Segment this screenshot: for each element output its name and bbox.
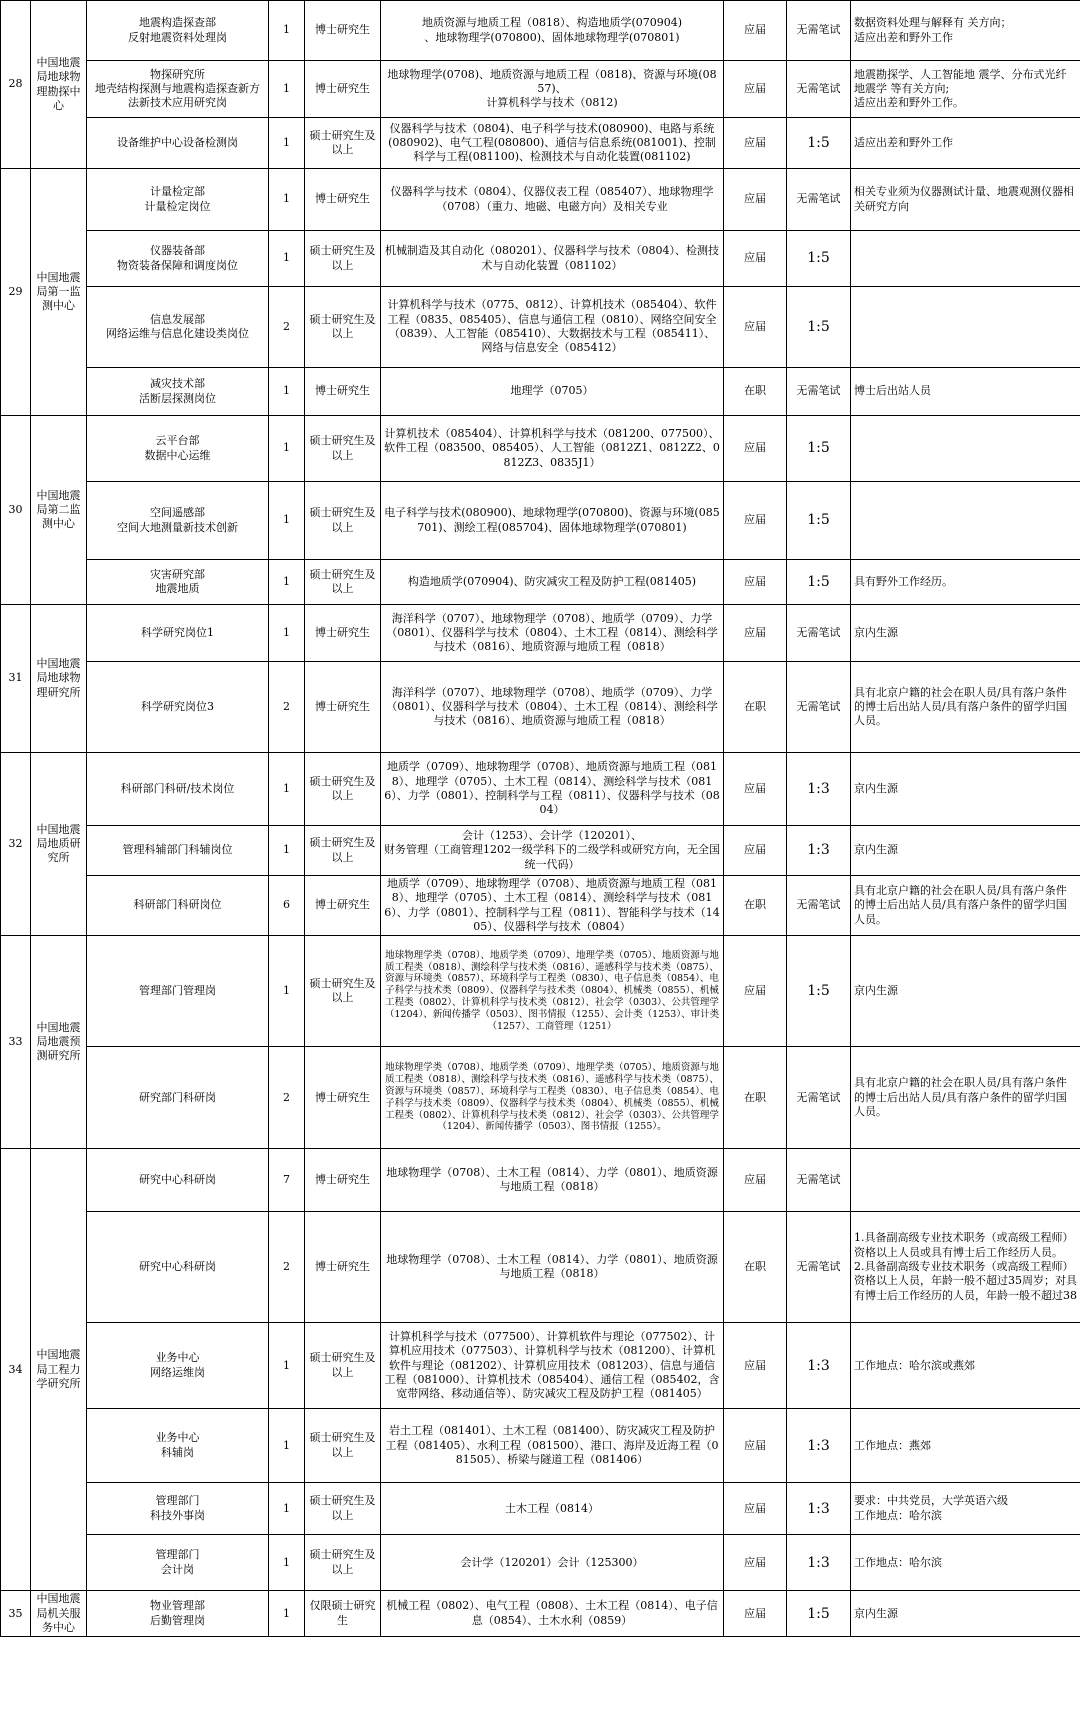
- exam-ratio-cell: 1:3: [787, 1323, 851, 1409]
- major-cell: 地质资源与地质工程（0818）、构造地质学(070904) 、地球物理学(070800)、固体地球物理学(070801): [381, 1, 724, 61]
- serial-number-cell: 35: [1, 1591, 31, 1637]
- headcount-cell: 1: [269, 560, 305, 605]
- note-cell: 博士后出站人员: [851, 368, 1080, 416]
- headcount-cell: 1: [269, 826, 305, 876]
- note-cell: 京内生源: [851, 753, 1080, 826]
- post-name-cell: 物探研究所 地壳结构探测与地震构造探查新方法新技术应用研究岗: [87, 61, 269, 118]
- unit-name-cell: 中国地震局地球物理研究所: [31, 605, 87, 753]
- serial-number-cell: 34: [1, 1149, 31, 1591]
- education-cell: 硕士研究生及以上: [305, 416, 381, 482]
- headcount-cell: 1: [269, 605, 305, 662]
- major-cell: 计算机技术（085404）、计算机科学与技术（081200、077500）、软件工程（083500、085405）、人工智能（0812Z1、0812Z2、0812Z3、0835J1）: [381, 416, 724, 482]
- exam-ratio-cell: 无需笔试: [787, 605, 851, 662]
- exam-ratio-cell: 1:5: [787, 1591, 851, 1637]
- unit-name-cell: 中国地震局地质研究所: [31, 753, 87, 936]
- post-name-cell: 科研部门科研/技术岗位: [87, 753, 269, 826]
- note-cell: 工作地点：燕郊: [851, 1409, 1080, 1483]
- education-cell: 硕士研究生及以上: [305, 753, 381, 826]
- post-name-cell: 云平台部 数据中心运维: [87, 416, 269, 482]
- headcount-cell: 2: [269, 1212, 305, 1323]
- exam-ratio-cell: 1:5: [787, 482, 851, 560]
- exam-ratio-cell: 1:5: [787, 560, 851, 605]
- note-cell: [851, 287, 1080, 368]
- post-name-cell: 研究中心科研岗: [87, 1212, 269, 1323]
- unit-name-cell: 中国地震局第二监测中心: [31, 416, 87, 605]
- headcount-cell: 6: [269, 876, 305, 936]
- major-cell: 计算机科学与技术（077500）、计算机软件与理论（077502）、计算机应用技术（077503）、计算机科学与技术（081200）、计算机软件与理论（081202）、计算机应用技术（081203）、信息与通信工程（081000）、计算机技术（085404）、通信工程（085402，含宽带网络、移动通信等）、防灾减灾工程及防护工程（081405）: [381, 1323, 724, 1409]
- graduate-type-cell: 应届: [724, 416, 787, 482]
- table-row: [1, 826, 1080, 876]
- major-cell: 地球物理学（0708）、土木工程（0814）、力学（0801）、地质资源与地质工程（0818）: [381, 1212, 724, 1323]
- unit-name-cell: 中国地震局地球物理勘探中心: [31, 1, 87, 169]
- post-name-cell: 管理部门 会计岗: [87, 1535, 269, 1591]
- headcount-cell: 2: [269, 287, 305, 368]
- exam-ratio-cell: 1:3: [787, 826, 851, 876]
- headcount-cell: 2: [269, 662, 305, 753]
- table-row: [1, 876, 1080, 936]
- note-cell: 地震勘探学、人工智能地 震学、分布式光纤地震学 等有关方向; 适应出差和野外工作。: [851, 61, 1080, 118]
- headcount-cell: 1: [269, 753, 305, 826]
- education-cell: 博士研究生: [305, 1149, 381, 1212]
- graduate-type-cell: 在职: [724, 876, 787, 936]
- major-cell: 会计（1253）、会计学（120201）、 财务管理（工商管理1202一级学科下的二级学科或研究方向，无全国统一代码）: [381, 826, 724, 876]
- graduate-type-cell: 应届: [724, 605, 787, 662]
- exam-ratio-cell: 无需笔试: [787, 169, 851, 231]
- graduate-type-cell: 应届: [724, 1535, 787, 1591]
- exam-ratio-cell: 1:5: [787, 936, 851, 1047]
- major-cell: 机械制造及其自动化（080201）、仪器科学与技术（0804）、检测技术与自动化装置（081102）: [381, 231, 724, 287]
- education-cell: 硕士研究生及以上: [305, 482, 381, 560]
- headcount-cell: 1: [269, 936, 305, 1047]
- note-cell: 工作地点：哈尔滨: [851, 1535, 1080, 1591]
- table-row: [1, 1409, 1080, 1483]
- major-cell: 地球物理学（0708）、土木工程（0814）、力学（0801）、地质资源与地质工程（0818）: [381, 1149, 724, 1212]
- note-cell: 京内生源: [851, 605, 1080, 662]
- table-row: [1, 1149, 1080, 1212]
- exam-ratio-cell: 无需笔试: [787, 1, 851, 61]
- graduate-type-cell: 应届: [724, 1483, 787, 1535]
- major-cell: 仪器科学与技术（0804)、电子科学与技术(080900)、电路与系统(080902)、电气工程(080800)、通信与信息系统(081001)、控制科学与工程(081100)、检测技术与自动化装置(081102): [381, 118, 724, 169]
- graduate-type-cell: 应届: [724, 1149, 787, 1212]
- post-name-cell: 管理部门管理岗: [87, 936, 269, 1047]
- note-cell: 数据资料处理与解释有 关方向； 适应出差和野外工作: [851, 1, 1080, 61]
- table-row: [1, 753, 1080, 826]
- major-cell: 土木工程（0814）: [381, 1483, 724, 1535]
- table-row: [1, 1, 1080, 61]
- post-name-cell: 研究部门科研岗: [87, 1047, 269, 1149]
- headcount-cell: 1: [269, 169, 305, 231]
- major-cell: 电子科学与技术(080900)、地球物理学(070800)、资源与环境(085701)、测绘工程(085704)、固体地球物理学(070801): [381, 482, 724, 560]
- exam-ratio-cell: 1:3: [787, 753, 851, 826]
- note-cell: 要求：中共党员，大学英语六级 工作地点：哈尔滨: [851, 1483, 1080, 1535]
- note-cell: [851, 231, 1080, 287]
- exam-ratio-cell: 1:3: [787, 1483, 851, 1535]
- education-cell: 硕士研究生及以上: [305, 1323, 381, 1409]
- education-cell: 博士研究生: [305, 662, 381, 753]
- table-row: [1, 482, 1080, 560]
- graduate-type-cell: 在职: [724, 368, 787, 416]
- headcount-cell: 1: [269, 416, 305, 482]
- post-name-cell: 信息发展部 网络运维与信息化建设类岗位: [87, 287, 269, 368]
- post-name-cell: 空间遥感部 空间大地测量新技术创新: [87, 482, 269, 560]
- serial-number-cell: 28: [1, 1, 31, 169]
- major-cell: 地理学（0705）: [381, 368, 724, 416]
- headcount-cell: 1: [269, 231, 305, 287]
- post-name-cell: 科学研究岗位1: [87, 605, 269, 662]
- education-cell: 博士研究生: [305, 876, 381, 936]
- exam-ratio-cell: 无需笔试: [787, 876, 851, 936]
- headcount-cell: 1: [269, 61, 305, 118]
- table-row: [1, 605, 1080, 662]
- post-name-cell: 设备维护中心设备检测岗: [87, 118, 269, 169]
- note-cell: 适应出差和野外工作: [851, 118, 1080, 169]
- major-cell: 地质学（0709）、地球物理学（0708）、地质资源与地质工程（0818）、地理学（0705）、土木工程（0814）、测绘科学与技术（0816）、力学（0801）、控制科学与工程（0811）、智能科学与技术（1405）、仪器科学与技术（0804）: [381, 876, 724, 936]
- major-cell: 海洋科学（0707）、地球物理学（0708）、地质学（0709）、力学（0801）、仪器科学与技术（0804）、土木工程（0814）、测绘科学与技术（0816）、地质资源与地质工程（0818）: [381, 605, 724, 662]
- graduate-type-cell: 在职: [724, 1212, 787, 1323]
- education-cell: 硕士研究生及以上: [305, 1409, 381, 1483]
- exam-ratio-cell: 无需笔试: [787, 1212, 851, 1323]
- headcount-cell: 1: [269, 1483, 305, 1535]
- headcount-cell: 1: [269, 1323, 305, 1409]
- major-cell: 海洋科学（0707）、地球物理学（0708）、地质学（0709）、力学（0801）、仪器科学与技术（0804）、土木工程（0814）、测绘科学与技术（0816）、地质资源与地质工程（0818）: [381, 662, 724, 753]
- serial-number-cell: 31: [1, 605, 31, 753]
- post-name-cell: 业务中心 网络运维岗: [87, 1323, 269, 1409]
- post-name-cell: 仪器装备部 物资装备保障和调度岗位: [87, 231, 269, 287]
- post-name-cell: 研究中心科研岗: [87, 1149, 269, 1212]
- note-cell: 具有北京户籍的社会在职人员/具有落户条件的博士后出站人员/具有落户条件的留学归国人员。: [851, 662, 1080, 753]
- education-cell: 博士研究生: [305, 1, 381, 61]
- graduate-type-cell: 应届: [724, 560, 787, 605]
- graduate-type-cell: 在职: [724, 1047, 787, 1149]
- major-cell: 地球物理学类（0708）、地质学类（0709）、地理学类（0705）、地质资源与地质工程类（0818）、测绘科学与技术类（0816）、遥感科学与技术类（0875）、资源与环境类（0857）、环境科学与工程类（0830）、电子信息类（0854）、电子科学与技术类（0809）、仪器科学与技术类（0804）、机械类（0855）、机械工程类（0802）、计算机科学与技术类（0812）、社会学（0303）、公共管理学（1204）、新闻传播学（0503）、图书情报（1255）、会计类（1253）、审计类（1257）、工商管理（1251）: [381, 936, 724, 1047]
- exam-ratio-cell: 1:3: [787, 1535, 851, 1591]
- major-cell: 会计学（120201）会计（125300）: [381, 1535, 724, 1591]
- major-cell: 机械工程（0802）、电气工程（0808）、土木工程（0814）、电子信息（0854）、土木水利（0859）: [381, 1591, 724, 1637]
- exam-ratio-cell: 1:5: [787, 118, 851, 169]
- headcount-cell: 1: [269, 1, 305, 61]
- education-cell: 硕士研究生及以上: [305, 1535, 381, 1591]
- post-name-cell: 管理部门 科技外事岗: [87, 1483, 269, 1535]
- graduate-type-cell: 应届: [724, 1409, 787, 1483]
- exam-ratio-cell: 无需笔试: [787, 61, 851, 118]
- exam-ratio-cell: 1:5: [787, 416, 851, 482]
- exam-ratio-cell: 1:5: [787, 231, 851, 287]
- headcount-cell: 1: [269, 1591, 305, 1637]
- education-cell: 硕士研究生及以上: [305, 826, 381, 876]
- exam-ratio-cell: 1:5: [787, 287, 851, 368]
- major-cell: 岩土工程（081401）、土木工程（081400）、防灾减灾工程及防护工程（081405）、水利工程（081500）、港口、海岸及近海工程（081505）、桥梁与隧道工程（081406）: [381, 1409, 724, 1483]
- education-cell: 博士研究生: [305, 1212, 381, 1323]
- education-cell: 仅限硕士研究生: [305, 1591, 381, 1637]
- table-row: [1, 1047, 1080, 1149]
- graduate-type-cell: 应届: [724, 1591, 787, 1637]
- table-row: [1, 287, 1080, 368]
- education-cell: 硕士研究生及以上: [305, 287, 381, 368]
- table-row: [1, 1483, 1080, 1535]
- unit-name-cell: 中国地震局第一监测中心: [31, 169, 87, 416]
- table-body: [1, 1, 1080, 1637]
- note-cell: 京内生源: [851, 936, 1080, 1047]
- headcount-cell: 1: [269, 482, 305, 560]
- exam-ratio-cell: 无需笔试: [787, 368, 851, 416]
- unit-name-cell: 中国地震局工程力学研究所: [31, 1149, 87, 1591]
- table-row: [1, 1323, 1080, 1409]
- post-name-cell: 科学研究岗位3: [87, 662, 269, 753]
- headcount-cell: 1: [269, 1409, 305, 1483]
- major-cell: 仪器科学与技术（0804）、仪器仪表工程（085407）、地球物理学（0708）（重力、地磁、电磁方向）及相关专业: [381, 169, 724, 231]
- note-cell: 相关专业须为仪器测试计量、地震观测仪器相关研究方向: [851, 169, 1080, 231]
- note-cell: 工作地点：哈尔滨或燕郊: [851, 1323, 1080, 1409]
- note-cell: 具有野外工作经历。: [851, 560, 1080, 605]
- note-cell: 具有北京户籍的社会在职人员/具有落户条件的博士后出站人员/具有落户条件的留学归国人员。: [851, 1047, 1080, 1149]
- education-cell: 博士研究生: [305, 605, 381, 662]
- post-name-cell: 灾害研究部 地震地质: [87, 560, 269, 605]
- education-cell: 硕士研究生及以上: [305, 560, 381, 605]
- education-cell: 博士研究生: [305, 368, 381, 416]
- unit-name-cell: 中国地震局地震预测研究所: [31, 936, 87, 1149]
- table-row: [1, 1591, 1080, 1637]
- table-row: [1, 936, 1080, 1047]
- post-name-cell: 地震构造探查部 反射地震资料处理岗: [87, 1, 269, 61]
- table-row: [1, 169, 1080, 231]
- table-row: [1, 416, 1080, 482]
- education-cell: 博士研究生: [305, 1047, 381, 1149]
- post-name-cell: 管理科辅部门科辅岗位: [87, 826, 269, 876]
- serial-number-cell: 29: [1, 169, 31, 416]
- headcount-cell: 1: [269, 118, 305, 169]
- unit-name-cell: 中国地震局机关服务中心: [31, 1591, 87, 1637]
- graduate-type-cell: 应届: [724, 287, 787, 368]
- major-cell: 构造地质学(070904)、防灾减灾工程及防护工程(081405): [381, 560, 724, 605]
- major-cell: 地质学（0709）、地球物理学（0708）、地质资源与地质工程（0818）、地理学（0705）、土木工程（0814）、测绘科学与技术（0816）、力学（0801）、控制科学与工程（0811）、仪器科学与技术（0804）: [381, 753, 724, 826]
- major-cell: 地球物理学(0708)、地质资源与地质工程（0818)、资源与环境(0857)、 计算机科学与技术（0812): [381, 61, 724, 118]
- post-name-cell: 科研部门科研岗位: [87, 876, 269, 936]
- graduate-type-cell: 在职: [724, 662, 787, 753]
- note-cell: 1.具备副高级专业技术职务（或高级工程师）资格以上人员或具有博士后工作经历人员。 2.具备副高级专业技术职务（或高级工程师）资格以上人员，年龄一般不超过35周岁；对具有博士后工作经历的人员，年龄一般不超过38: [851, 1212, 1080, 1323]
- education-cell: 硕士研究生及以上: [305, 936, 381, 1047]
- table-row: [1, 1212, 1080, 1323]
- post-name-cell: 计量检定部 计量检定岗位: [87, 169, 269, 231]
- headcount-cell: 1: [269, 368, 305, 416]
- graduate-type-cell: 应届: [724, 169, 787, 231]
- note-cell: 京内生源: [851, 1591, 1080, 1637]
- headcount-cell: 1: [269, 1535, 305, 1591]
- post-name-cell: 物业管理部 后勤管理岗: [87, 1591, 269, 1637]
- serial-number-cell: 33: [1, 936, 31, 1149]
- headcount-cell: 7: [269, 1149, 305, 1212]
- education-cell: 博士研究生: [305, 61, 381, 118]
- graduate-type-cell: 应届: [724, 1, 787, 61]
- major-cell: 地球物理学类（0708）、地质学类（0709）、地理学类（0705）、地质资源与地质工程类（0818）、测绘科学与技术类（0816）、遥感科学与技术类（0875）、资源与环境类（0857）、环境科学与工程类（0830）、电子信息类（0854）、电子科学与技术类（0809）、仪器科学与技术类（0804）、机械类（0855）、机械工程类（0802）、计算机科学与技术类（0812）、社会学（0303）、公共管理学（1204）、新闻传播学（0503）、图书情报（1255）。: [381, 1047, 724, 1149]
- note-cell: [851, 1149, 1080, 1212]
- note-cell: [851, 416, 1080, 482]
- post-name-cell: 减灾技术部 活断层探测岗位: [87, 368, 269, 416]
- post-name-cell: 业务中心 科辅岗: [87, 1409, 269, 1483]
- education-cell: 博士研究生: [305, 169, 381, 231]
- graduate-type-cell: 应届: [724, 826, 787, 876]
- table-row: [1, 231, 1080, 287]
- graduate-type-cell: 应届: [724, 482, 787, 560]
- serial-number-cell: 30: [1, 416, 31, 605]
- note-cell: 具有北京户籍的社会在职人员/具有落户条件的博士后出站人员/具有落户条件的留学归国人员。: [851, 876, 1080, 936]
- graduate-type-cell: 应届: [724, 1323, 787, 1409]
- note-cell: 京内生源: [851, 826, 1080, 876]
- serial-number-cell: 32: [1, 753, 31, 936]
- education-cell: 硕士研究生及以上: [305, 231, 381, 287]
- graduate-type-cell: 应届: [724, 753, 787, 826]
- table-row: [1, 1535, 1080, 1591]
- note-cell: [851, 482, 1080, 560]
- graduate-type-cell: 应届: [724, 118, 787, 169]
- major-cell: 计算机科学与技术（0775、0812）、计算机技术（085404）、软件工程（0835、085405）、信息与通信工程（0810）、网络空间安全（0839）、人工智能（085410）、大数据技术与工程（085411）、网络与信息安全（085412）: [381, 287, 724, 368]
- table-row: [1, 368, 1080, 416]
- exam-ratio-cell: 无需笔试: [787, 1047, 851, 1149]
- table-row: [1, 560, 1080, 605]
- exam-ratio-cell: 无需笔试: [787, 662, 851, 753]
- exam-ratio-cell: 无需笔试: [787, 1149, 851, 1212]
- graduate-type-cell: 应届: [724, 231, 787, 287]
- headcount-cell: 2: [269, 1047, 305, 1149]
- education-cell: 硕士研究生及以上: [305, 1483, 381, 1535]
- table-row: [1, 118, 1080, 169]
- table-row: [1, 61, 1080, 118]
- exam-ratio-cell: 1:3: [787, 1409, 851, 1483]
- table-row: [1, 662, 1080, 753]
- graduate-type-cell: 应届: [724, 936, 787, 1047]
- graduate-type-cell: 应届: [724, 61, 787, 118]
- education-cell: 硕士研究生及以上: [305, 118, 381, 169]
